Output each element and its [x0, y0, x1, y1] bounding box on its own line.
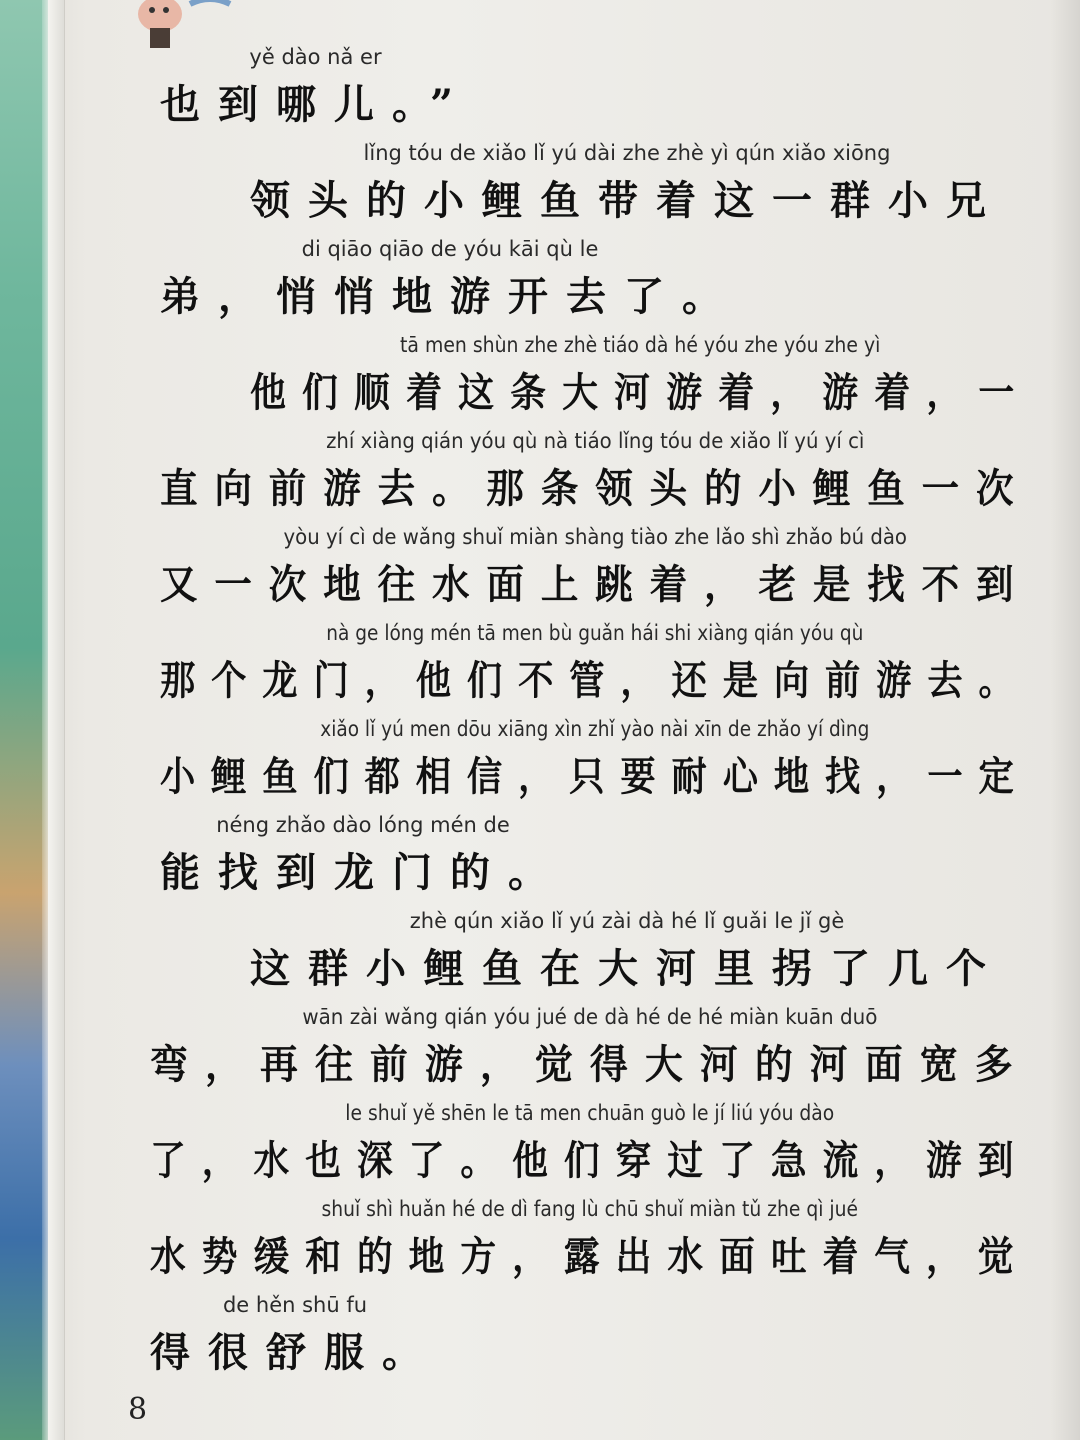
hanzi-line: 得很舒服。: [150, 1329, 440, 1376]
hanzi-line: 他们顺着这条大河游着，游着，一: [250, 369, 1031, 416]
hanzi-line: 直向前游去。那条领头的小鲤鱼一次: [160, 465, 1031, 512]
hanzi-line: 了，水也深了。他们穿过了急流，游到: [150, 1137, 1030, 1184]
text-line: [150, 1192, 1030, 1288]
page-edge: [48, 0, 65, 1440]
pinyin-line: zhí xiàng qián yóu qù nà tiáo lǐng tóu de xiǎo lǐ yú yí cì: [326, 429, 865, 453]
hanzi-line: 弟，悄悄地游开去了。: [160, 273, 740, 320]
text-line: [150, 1096, 1030, 1192]
pinyin-line: yě dào nǎ er: [249, 45, 382, 69]
text-line: [150, 1288, 1030, 1384]
hanzi-line: 领头的小鲤鱼带着这一群小兄: [250, 177, 1004, 224]
pinyin-line: le shuǐ yě shēn le tā men chuān guò le jí liú yóu dào: [345, 1101, 835, 1125]
page-number: 8: [128, 1392, 148, 1427]
hanzi-line: 也到哪儿。”: [160, 81, 472, 128]
pinyin-line: xiǎo lǐ yú men dōu xiāng xìn zhǐ yào nài xīn de zhǎo yí dìng: [320, 717, 870, 741]
pinyin-line: shuǐ shì huǎn hé de dì fang lù chū shuǐ miàn tǔ zhe qì jué: [321, 1197, 859, 1221]
text-line: [150, 712, 1030, 808]
pinyin-line: de hěn shū fu: [222, 1293, 368, 1317]
text-block: [150, 40, 1030, 1384]
hanzi-line: 弯，再往前游，觉得大河的河面宽多: [150, 1041, 1030, 1088]
text-line: [150, 424, 1030, 520]
text-line: [150, 328, 1030, 424]
text-line: [150, 808, 1030, 904]
book-spine-illustration: [0, 0, 52, 1440]
pinyin-line: lǐng tóu de xiǎo lǐ yú dài zhe zhè yì qún xiǎo xiōng: [363, 141, 891, 165]
pinyin-line: wān zài wǎng qián yóu jué de dà hé de hé miàn kuān duō: [302, 1005, 878, 1029]
pinyin-line: di qiāo qiāo de yóu kāi qù le: [301, 237, 599, 261]
text-line: [150, 520, 1030, 616]
text-line: [150, 616, 1030, 712]
text-line: [150, 232, 1030, 328]
page-shadow: [1050, 0, 1080, 1440]
text-line: [150, 904, 1030, 1000]
hanzi-line: 这群小鲤鱼在大河里拐了几个: [250, 945, 1004, 992]
pinyin-line: nà ge lóng mén tā men bù guǎn hái shi xiàng qián yóu qù: [326, 621, 864, 645]
text-line: [150, 1000, 1030, 1096]
pinyin-line: tā men shùn zhe zhè tiáo dà hé yóu zhe yóu zhe yì: [400, 333, 881, 357]
hanzi-line: 又一次地往水面上跳着，老是找不到: [160, 561, 1031, 608]
hanzi-line: 那个龙门，他们不管，还是向前游去。: [160, 657, 1030, 704]
pinyin-line: zhè qún xiǎo lǐ yú zài dà hé lǐ guǎi le jǐ gè: [409, 909, 845, 933]
hanzi-line: 小鲤鱼们都相信，只要耐心地找，一定: [160, 753, 1030, 800]
pinyin-line: yòu yí cì de wǎng shuǐ miàn shàng tiào zhe lǎo shì zhǎo bú dào: [283, 525, 907, 549]
hanzi-line: 能找到龙门的。: [160, 849, 566, 896]
text-line: [150, 40, 1030, 136]
hanzi-line: 水势缓和的地方，露出水面吐着气，觉: [150, 1233, 1030, 1280]
pinyin-line: néng zhǎo dào lóng mén de: [216, 813, 510, 837]
text-line: [150, 136, 1030, 232]
